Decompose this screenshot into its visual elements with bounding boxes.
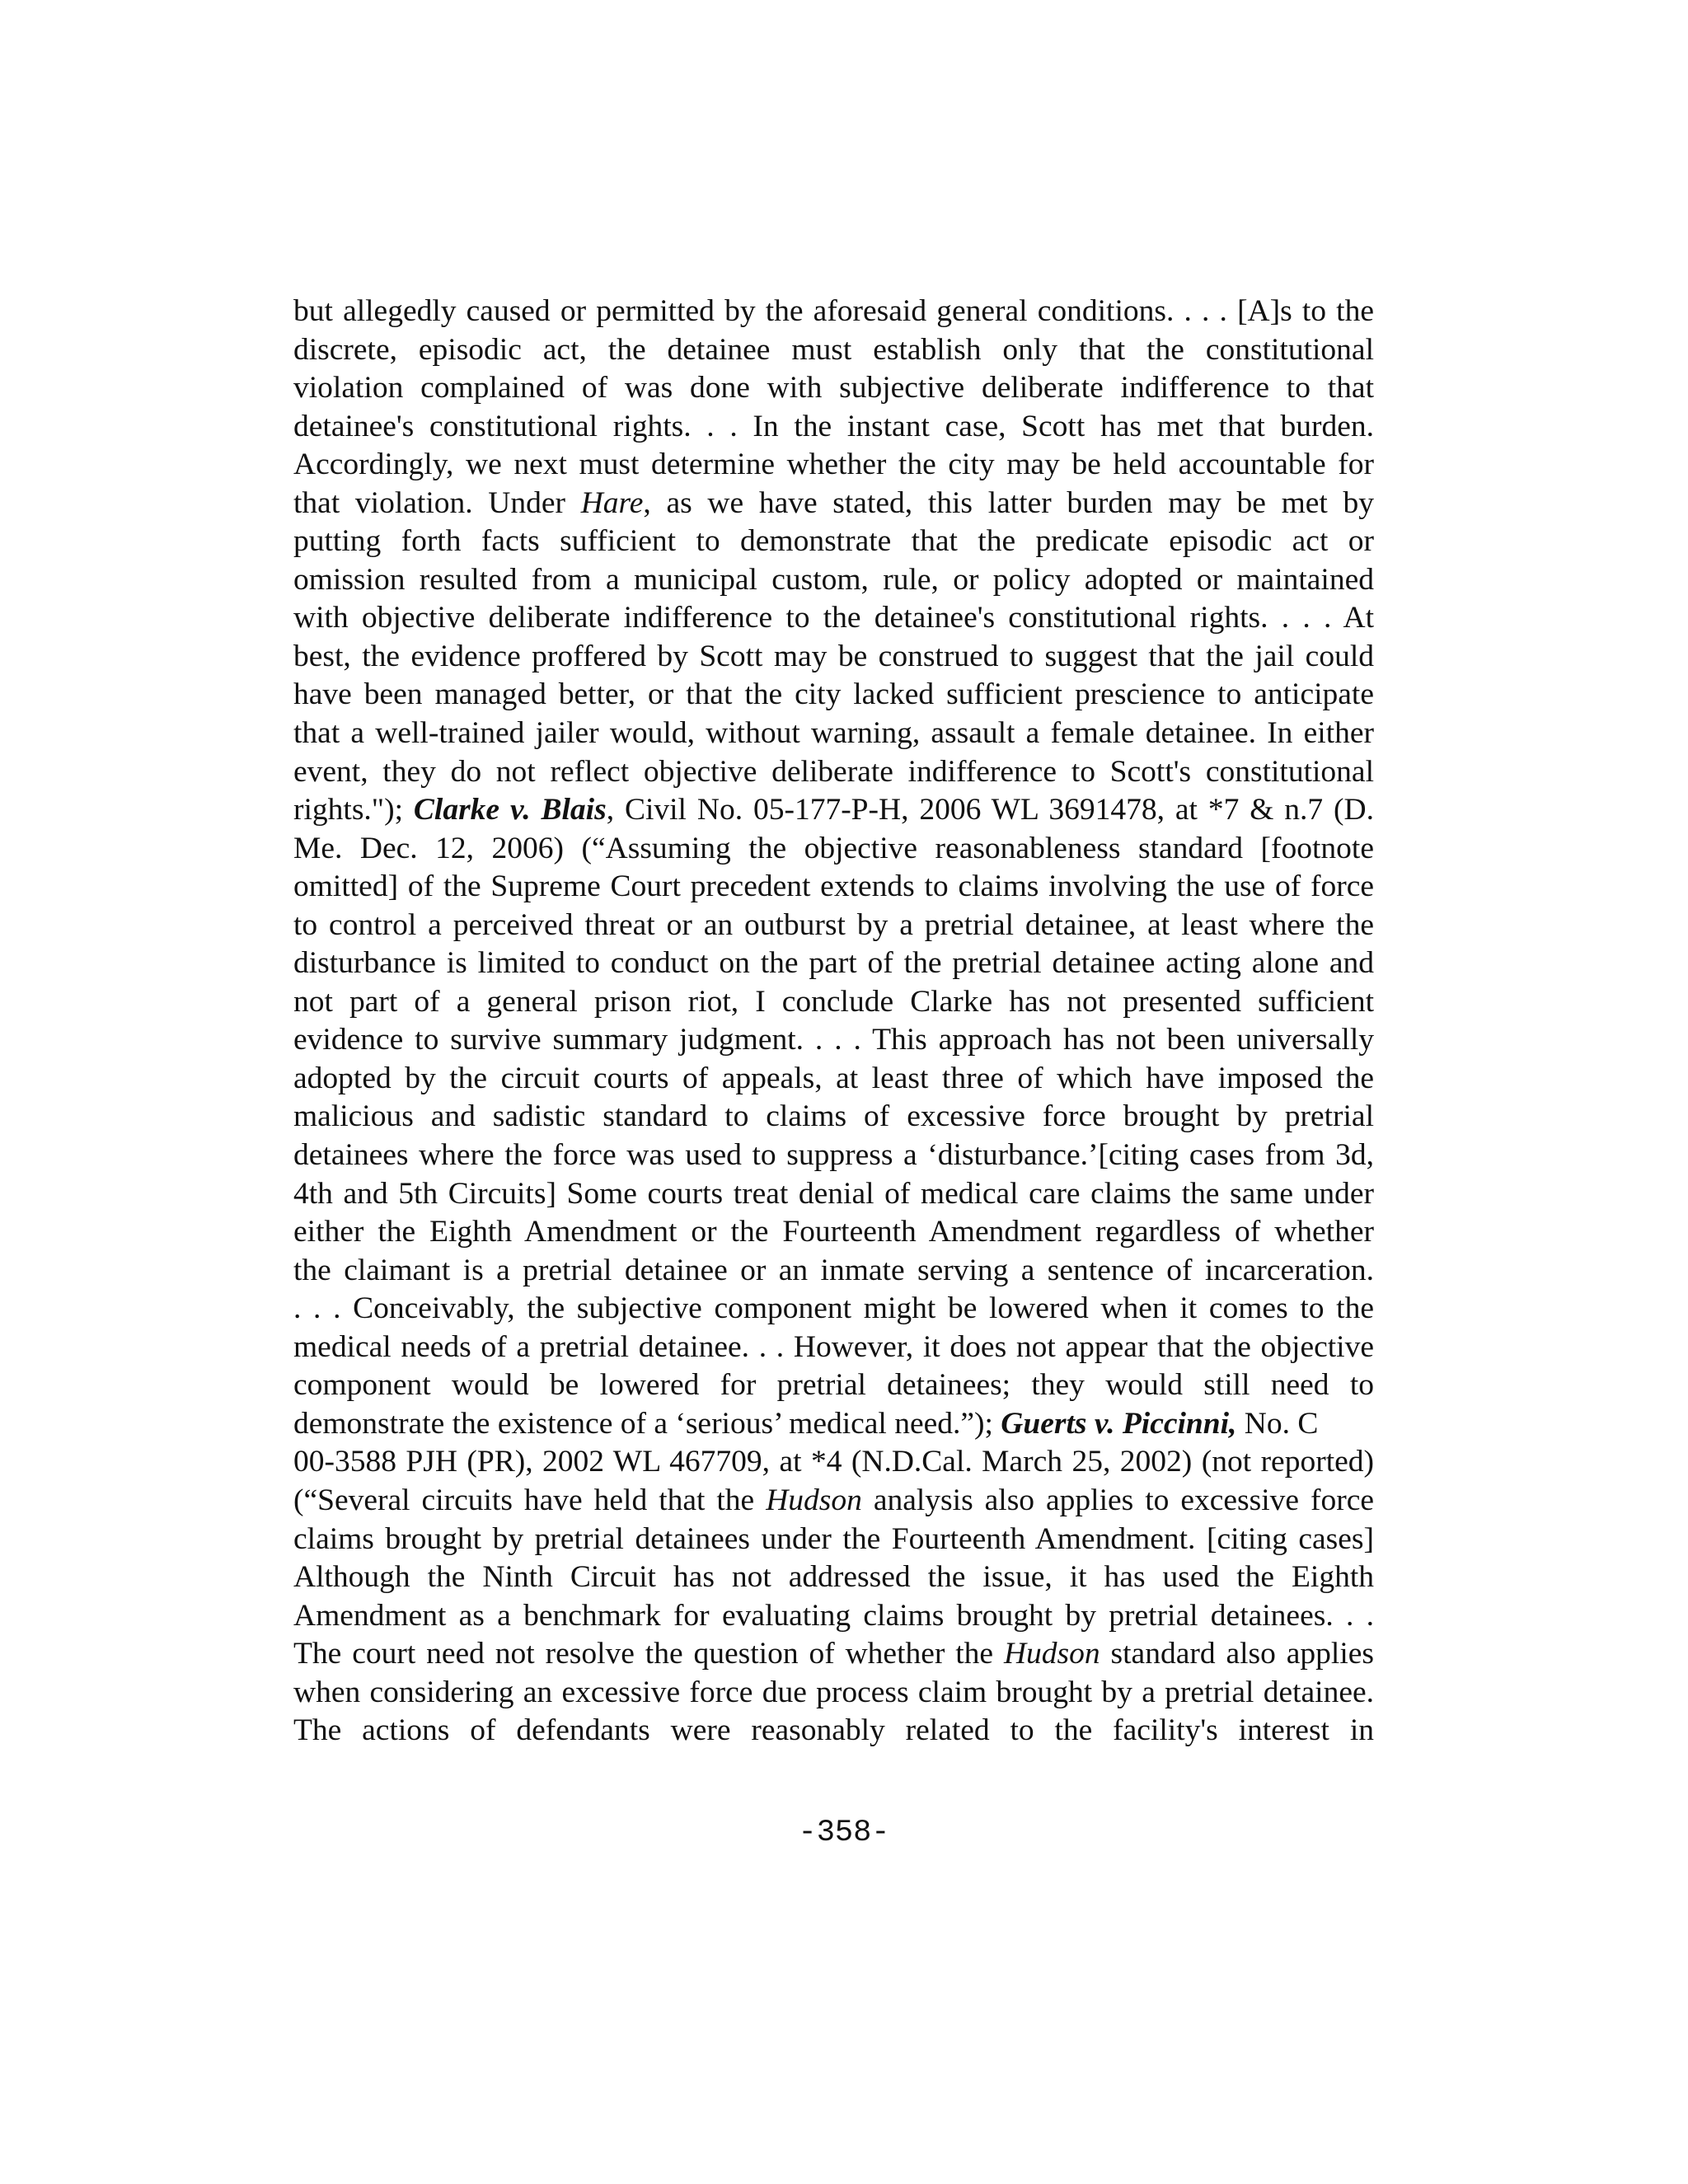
text-line	[293, 446, 1374, 485]
text-line-content	[293, 1062, 1374, 1095]
text-run: 4th and 5th Circuits] Some courts treat denial of medical care claims the same under	[293, 1176, 1374, 1211]
text-line	[293, 1482, 1374, 1521]
text-line-content	[293, 1099, 1374, 1133]
text-run: . . . Conceivably, the subjective component might be lowered when it comes to the	[293, 1291, 1374, 1326]
text-line-content	[293, 1215, 1374, 1249]
text-line	[293, 369, 1374, 408]
text-line-content	[293, 1023, 1374, 1057]
text-line	[293, 868, 1374, 907]
text-line	[293, 1443, 1374, 1482]
text-run: to control a perceived threat or an outburst by a pretrial detainee, at least where the	[293, 907, 1374, 942]
text-line-content	[293, 832, 1374, 865]
italic-term: Hare	[580, 485, 644, 520]
case-name: Clarke v. Blais	[413, 793, 607, 827]
text-run: 00-3588 PJH (PR), 2002 WL 467709, at *4 (N.D.Cal. March 25, 2002) (not reported)	[293, 1445, 1374, 1479]
text-run: medical needs of a pretrial detainee. . . However, it does not appear that the objective	[293, 1329, 1374, 1364]
text-run: demonstrate the existence of a ‘serious’ medical need.”);	[293, 1406, 1001, 1441]
text-line-content	[293, 1599, 1374, 1633]
text-line	[293, 944, 1374, 983]
text-line-content	[293, 1254, 1374, 1287]
text-run: No. C	[1236, 1406, 1319, 1441]
text-run: the claimant is a pretrial detainee or an inmate serving a sentence of incarceration.	[293, 1253, 1374, 1287]
text-line-content	[293, 371, 1374, 405]
text-run: evidence to survive summary judgment. . . . This approach has not been universally	[293, 1023, 1374, 1057]
text-line-content	[293, 1405, 1318, 1444]
text-line-content	[293, 1138, 1374, 1172]
text-line	[293, 331, 1374, 370]
text-run: claims brought by pretrial detainees under the Fourteenth Amendment. [citing cases]	[293, 1521, 1374, 1556]
text-line	[293, 1252, 1374, 1291]
text-run: (“Several circuits have held that the	[293, 1483, 767, 1517]
text-line-content	[293, 1330, 1374, 1364]
text-line-content	[293, 1368, 1374, 1402]
text-line-content	[293, 1713, 1374, 1747]
text-line	[293, 1175, 1374, 1214]
text-line	[293, 1712, 1374, 1750]
italic-term: Hudson	[1003, 1637, 1100, 1671]
text-line	[293, 753, 1374, 792]
text-run: that violation. Under	[293, 485, 581, 520]
text-line	[293, 1597, 1374, 1636]
text-line	[293, 561, 1374, 600]
text-line-content	[293, 677, 1374, 711]
text-line-content	[293, 716, 1374, 750]
text-line	[293, 1290, 1374, 1329]
text-line	[293, 599, 1374, 638]
text-line-content	[293, 755, 1374, 789]
text-line	[293, 983, 1374, 1022]
text-line-content	[293, 908, 1374, 942]
text-line	[293, 676, 1374, 715]
text-line	[293, 1405, 1374, 1444]
text-line	[293, 1366, 1374, 1405]
text-line	[293, 293, 1374, 331]
text-line-content	[293, 1483, 1374, 1517]
text-line-content	[293, 1560, 1374, 1594]
text-run: with objective deliberate indifference to the detainee's constitutional rights. . . . At	[293, 601, 1374, 635]
text-line-content	[293, 486, 1374, 520]
text-line-content	[293, 793, 1374, 827]
text-line-content	[293, 294, 1374, 328]
text-run: detainee's constitutional rights. . . In the instant case, Scott has met that burden.	[293, 409, 1374, 443]
text-run: omitted] of the Supreme Court precedent extends to claims involving the use of force	[293, 869, 1374, 904]
text-line-content	[293, 1445, 1374, 1479]
text-line	[293, 1521, 1374, 1559]
text-run: malicious and sadistic standard to claims of excessive force brought by pretrial	[293, 1099, 1374, 1134]
text-line-content	[293, 985, 1374, 1019]
text-run: discrete, episodic act, the detainee must establish only that the constitutional	[293, 332, 1374, 367]
text-line	[293, 523, 1374, 561]
text-line	[293, 1329, 1374, 1367]
text-line	[293, 1098, 1374, 1137]
text-line	[293, 715, 1374, 753]
text-line-content	[293, 1675, 1374, 1709]
body-text	[293, 293, 1374, 1750]
text-line	[293, 1021, 1374, 1060]
text-run: but allegedly caused or permitted by the aforesaid general conditions. . . . [A]s to the	[293, 294, 1374, 328]
text-line	[293, 1674, 1374, 1713]
page-number: -358-	[798, 1816, 890, 1850]
text-line-content	[293, 869, 1374, 903]
text-line	[293, 638, 1374, 677]
text-run: Me. Dec. 12, 2006) (“Assuming the objective reasonableness standard [footnote	[293, 831, 1374, 865]
text-run: , Civil No. 05-177-P-H, 2006 WL 3691478, at *7 & n.7 (D.	[606, 793, 1374, 827]
text-line-content	[293, 448, 1374, 481]
text-run: adopted by the circuit courts of appeals, at least three of which have imposed the	[293, 1061, 1374, 1095]
text-run: The actions of defendants were reasonably related to the facility's interest in	[293, 1713, 1374, 1748]
text-line-content	[293, 1291, 1374, 1325]
text-line-content	[293, 410, 1374, 443]
text-run: either the Eighth Amendment or the Fourteenth Amendment regardless of whether	[293, 1215, 1374, 1249]
text-run: best, the evidence proffered by Scott may be construed to suggest that the jail could	[293, 639, 1374, 673]
text-run: that a well-trained jailer would, without warning, assault a female detainee. In either	[293, 716, 1374, 751]
text-run: analysis also applies to excessive force	[861, 1483, 1375, 1517]
text-line	[293, 1137, 1374, 1175]
text-run: omission resulted from a municipal custom, rule, or policy adopted or maintained	[293, 562, 1374, 597]
text-line	[293, 1060, 1374, 1099]
text-run: detainees where the force was used to suppress a ‘disturbance.’[citing cases from 3d,	[293, 1138, 1374, 1173]
text-line-content	[293, 946, 1374, 980]
text-run: Accordingly, we next must determine whether the city may be held accountable for	[293, 448, 1374, 482]
text-line-content	[293, 524, 1374, 558]
italic-term: Hudson	[766, 1483, 862, 1517]
text-line	[293, 1635, 1374, 1674]
text-run: , as we have stated, this latter burden may be met by	[643, 485, 1374, 520]
text-line	[293, 791, 1374, 830]
text-run: standard also applies	[1100, 1637, 1374, 1671]
text-line-content	[293, 333, 1374, 367]
text-line-content	[293, 1637, 1374, 1671]
text-run: have been managed better, or that the city lacked sufficient prescience to anticipate	[293, 677, 1374, 712]
text-line	[293, 907, 1374, 945]
text-line-content	[293, 640, 1374, 673]
text-run: not part of a general prison riot, I conclude Clarke has not presented sufficient	[293, 984, 1374, 1019]
text-line-content	[293, 1522, 1374, 1556]
text-run: Amendment as a benchmark for evaluating claims brought by pretrial detainees. . .	[293, 1598, 1374, 1633]
text-run: Although the Ninth Circuit has not addressed the issue, it has used the Eighth	[293, 1560, 1374, 1595]
text-run: event, they do not reflect objective deliberate indifference to Scott's constitutional	[293, 754, 1374, 789]
text-run: when considering an excessive force due process claim brought by a pretrial detainee.	[293, 1675, 1374, 1709]
text-line	[293, 485, 1374, 523]
text-run: disturbance is limited to conduct on the part of the pretrial detainee acting alone and	[293, 946, 1374, 981]
text-line	[293, 830, 1374, 869]
case-name: Guerts v. Piccinni,	[1001, 1406, 1237, 1441]
text-line-content	[293, 601, 1374, 635]
text-line	[293, 1558, 1374, 1597]
text-run: The court need not resolve the question of whether the	[293, 1637, 1004, 1671]
text-run: violation complained of was done with subjective deliberate indifference to that	[293, 371, 1374, 405]
text-line-content	[293, 563, 1374, 597]
text-run: rights.");	[293, 793, 414, 827]
text-line	[293, 1213, 1374, 1252]
text-run: putting forth facts sufficient to demonstrate that the predicate episodic act or	[293, 524, 1374, 559]
text-line	[293, 408, 1374, 447]
text-line-content	[293, 1177, 1374, 1211]
text-run: component would be lowered for pretrial detainees; they would still need to	[293, 1368, 1374, 1403]
